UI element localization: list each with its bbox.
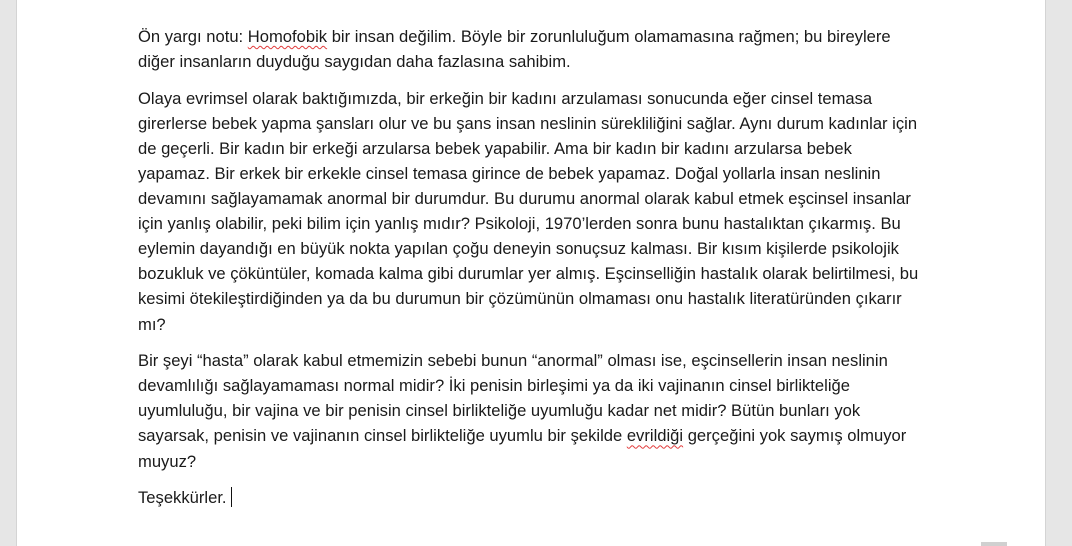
page-edge-marker	[981, 542, 1007, 546]
text-run: Teşekkürler.	[138, 488, 227, 508]
paragraph-question[interactable]	[138, 348, 928, 473]
text-run: Olaya evrimsel olarak baktığımızda, bir erkeğin bir kadını arzulaması sonucunda eğer cinsel temasa girerlerse bebek yapma şansları olur ve bu şans insan neslinin sürekliliğini sağlar. Aynı durum kadınlar için de geçerli. Bir kadın bir erkeği arzularsa bebek yapabilir. Ama bir kadın bir kadını arzularsa bebek yapamaz. Bir erkek bir erkekle cinsel temasa girince de bebek yapamaz. Doğal yollarla insan neslinin devamını sağlayamamak anormal bir durumdur. Bu durumu anormal olarak kabul etmek eşcinsel insanlar için yanlış olabilir, peki bilim için yanlış mıdır? Psikoloji, 1970’lerden sonra bunu hastalıktan çıkarmış. Bu eylemin dayandığı en büyük nokta yapılan çoğu deneyin sonuçsuz kalması. Bir kısım kişilerde psikolojik bozukluk ve çöküntüler, komada kalma gibi durumlar yer almış. Eşcinselliğin hastalık olarak belirtilmesi, bu kesimi ötekileştirdiğinden ya da bu durumun bir çözümünün olmaması onu hastalık literatüründen çıkarır mı?	[138, 88, 919, 334]
document-page	[16, 0, 1046, 546]
misspelled-word[interactable]: Homofobik	[247, 27, 328, 46]
text-run: gerçeğini yok saymış olmuyor muyuz?	[138, 426, 907, 471]
misspelled-word[interactable]: evrildiği	[626, 426, 684, 446]
text-run: Ön yargı notu:	[138, 27, 248, 46]
text-cursor	[231, 487, 232, 507]
text-run: bir insan değilim. Böyle bir zorunluluğum olamamasına rağmen; bu bireylere diğer insanların duyduğu saygıdan daha fazlasına sahibim.	[138, 27, 891, 72]
paragraph-thanks[interactable]	[138, 485, 928, 510]
document-body[interactable]	[138, 24, 928, 522]
paragraph-prejudice-note[interactable]	[138, 24, 928, 74]
text-run: Bir şeyi “hasta” olarak kabul etmemizin sebebi bunun “anormal” olması ise, eşcinsellerin insan neslinin devamlılığı sağlayamaması normal midir? İki penisin birleşimi ya da iki vajinanın cinsel birlikteliğe uyumluluğu, bir vajina ve bir penisin cinsel birlikteliğe uyumluğu kadar net midir? Bütün bunları yok sayarsak, penisin ve vajinanın cinsel birlikteliğe uyumlu bir şekilde	[138, 351, 888, 446]
paragraph-evolution[interactable]	[138, 86, 928, 337]
